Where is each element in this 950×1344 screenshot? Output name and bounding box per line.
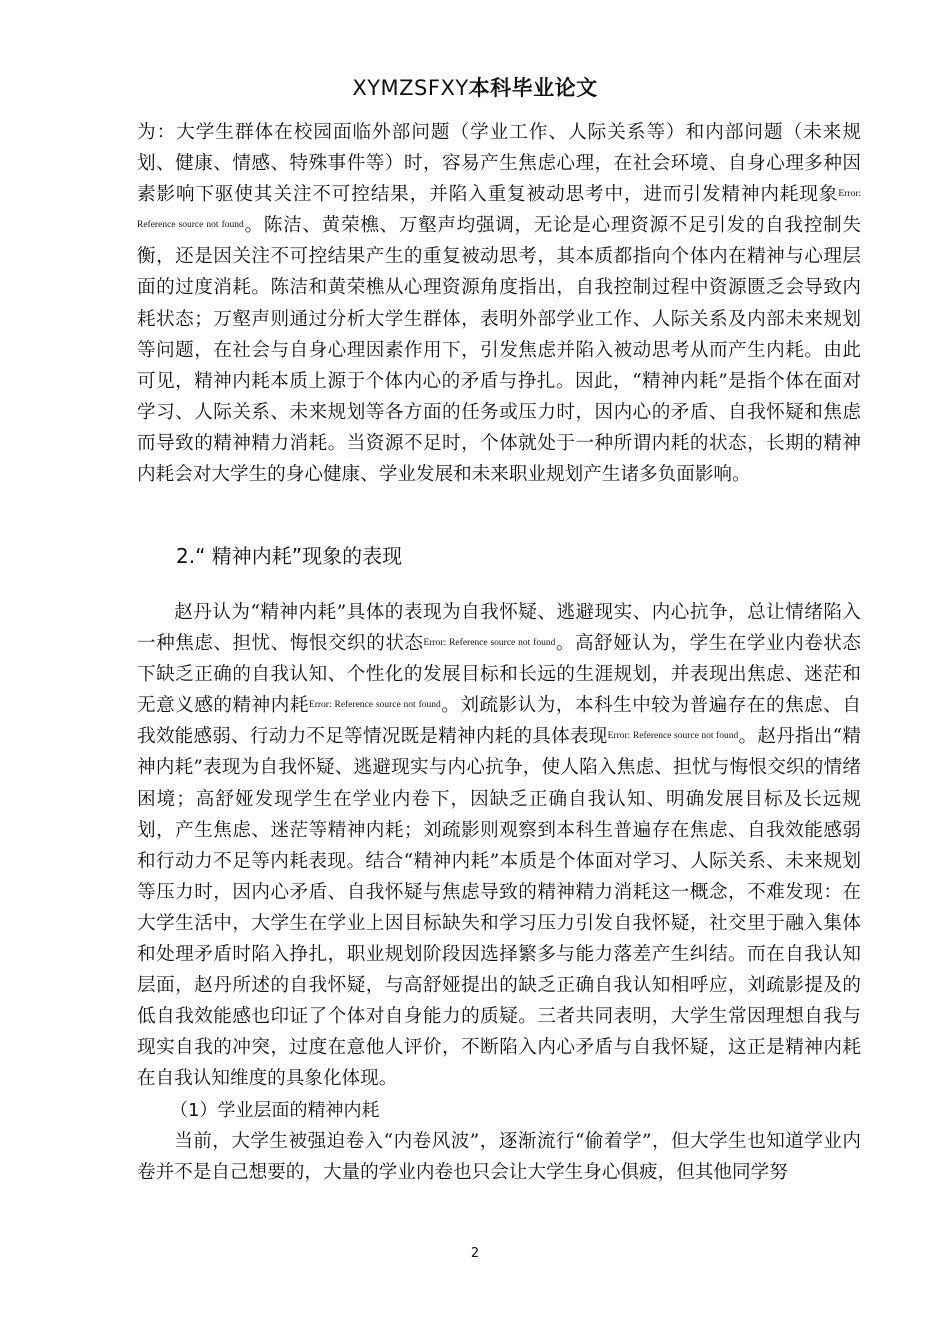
paragraph-1-text-b: 。陈洁、黄荣樵、万壑声均强调，无论是心理资源不足引发的自我控制失衡，还是因关注不可控结果产生的重复被动思考，其本质都指向个体内在精神与心理层面的过度消耗。陈洁和黄荣樵从心理资源角度指出，自我控制过程中资源匮乏会导致内耗状态；万壑声则通过分析大学生群体，表明外部学业工作、人际关系及内部未来规划等问题，在社会与自身心理因素作用下，引发焦虑并陷入被动思考从而产生内耗。由此可见，精神内耗本质上源于个体内心的矛盾与挣扎。因此，“精神内耗”是指个体在面对学习、人际关系、未来规划等各方面的任务或压力时，因内心的矛盾、自我怀疑和焦虑而导致的精神精力消耗。当资源不足时，个体就处于一种所谓内耗的状态，长期的精神内耗会对大学生的身心健康、学业发展和未来职业规划产生诸多负面影响。 bbox=[137, 215, 861, 486]
reference-error: Error: Reference source not found bbox=[137, 189, 861, 231]
paragraph-1 bbox=[137, 117, 861, 490]
subsection-heading: （1）学业层面的精神内耗 bbox=[170, 1099, 380, 1121]
reference-error: Error: Reference source not found bbox=[308, 700, 441, 711]
paragraph-3: 当前，大学生被强迫卷入“内卷风波”，逐渐流行“偷着学”，但大学生也知道学业内卷并不是自己想要的，大量的学业内卷也只会让大学生身心俱疲，但其他同学努 bbox=[137, 1130, 861, 1183]
header-title: 本科毕业论文 bbox=[468, 76, 598, 100]
paragraph-2-text-b: 。高舒娅认为，学生在学业内卷状态下缺乏正确的自我认知、个性化的发展目标和长远的生涯规划，并表现出焦虑、迷茫和无意义感的精神内耗 bbox=[137, 633, 861, 717]
paragraph-2 bbox=[137, 597, 861, 1095]
body-block-1 bbox=[137, 117, 861, 490]
reference-error: Error: Reference source not found bbox=[607, 731, 739, 742]
paragraph-2-text-d: 。赵丹指出“精神内耗”表现为自我怀疑、逃避现实与内心抗争，使人陷入焦虑、担忧与悔恨交织的情绪困境；高舒娅发现学生在学业内卷下，因缺乏正确自我认知、明确发展目标及长远规划，产生焦虑、迷茫等精神内耗；刘疏影则观察到本科生普遍存在焦虑、自我效能感弱和行动力不足等内耗表现。结合“精神内耗”本质是个体面对学习、人际关系、未来规划等压力时，因内心矛盾、自我怀疑与焦虑导致的精神精力消耗这一概念，不难发现：在大学生活中，大学生在学业上因目标缺失和学习压力引发自我怀疑，社交里于融入集体和处理矛盾时陷入挣扎，职业规划阶段因选择繁多与能力落差产生纠结。而在自我认知层面，赵丹所述的自我怀疑，与高舒娅提出的缺乏正确自我认知相呼应，刘疏影提及的低自我效能感也印证了个体对自身能力的质疑。三者共同表明，大学生常因理想自我与现实自我的冲突，过度在意他人评价，不断陷入内心矛盾与自我怀疑，这正是精神内耗在自我认知维度的具象化体现。 bbox=[137, 726, 861, 1090]
reference-error: Error: Reference source not found bbox=[423, 638, 556, 649]
paragraph-2-text-c: 。刘疏影认为，本科生中较为普遍存在的焦虑、自我效能感弱、行动力不足等情况既是精神内耗的具体表现 bbox=[137, 695, 861, 748]
paragraph-1-text-a: 为：大学生群体在校园面临外部问题（学业工作、人际关系等）和内部问题（未来规划、健康、情感、特殊事件等）时，容易产生焦虑心理，在社会环境、自身心理多种因素影响下驱使其关注不可控结果，并陷入重复被动思考中，进而引发精神内耗现象 bbox=[137, 122, 861, 206]
paragraph-2-text-a: 赵丹认为“精神内耗”具体的表现为自我怀疑、逃避现实、内心抗争，总让情绪陷入一种焦虑、担忧、悔恨交织的状态 bbox=[137, 602, 861, 655]
section-heading-2: 2.“ 精神内耗”现象的表现 bbox=[176, 544, 403, 568]
header-latin: XYMZSFXY bbox=[352, 76, 469, 100]
page-number: 2 bbox=[470, 1246, 480, 1261]
body-block-2 bbox=[137, 597, 861, 1188]
page-header bbox=[0, 72, 950, 102]
